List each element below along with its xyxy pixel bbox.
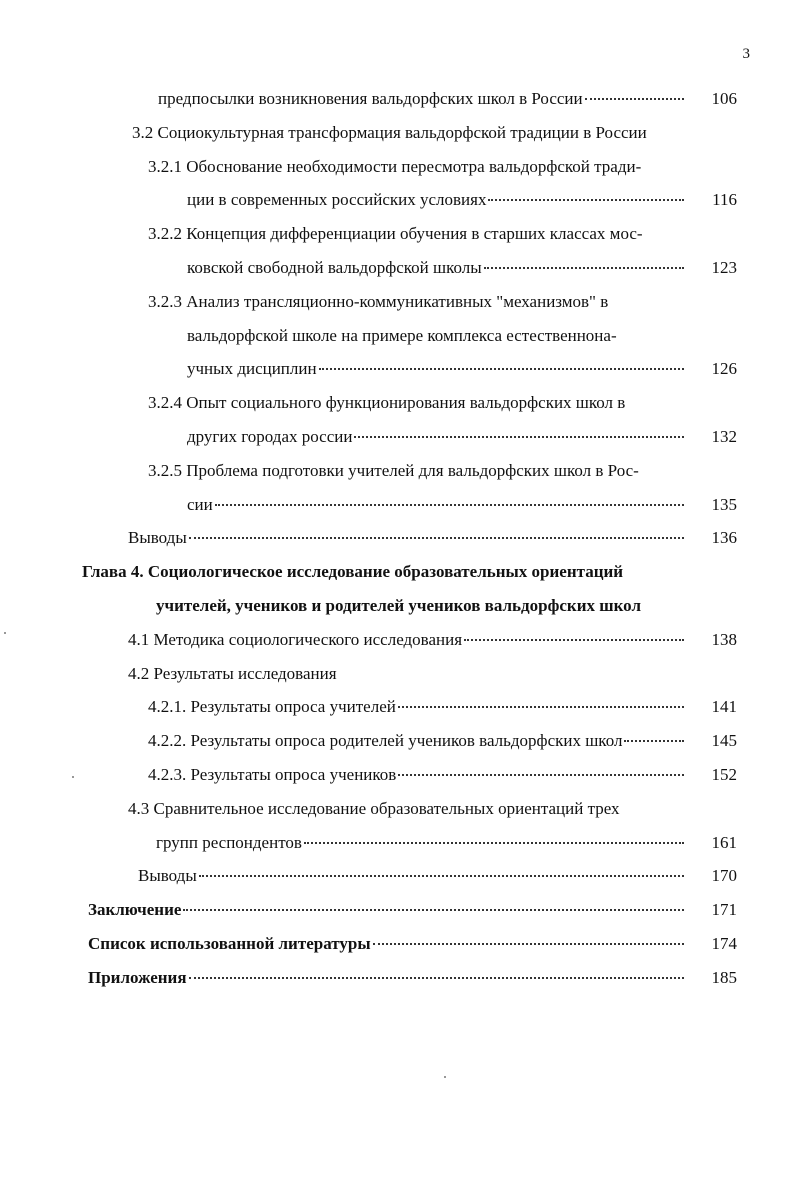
scan-speck xyxy=(4,632,6,634)
dot-leader xyxy=(183,909,684,911)
dot-leader xyxy=(304,842,684,844)
toc-entry-text: Выводы xyxy=(128,528,187,547)
toc-entry-page: 161 xyxy=(711,833,737,852)
toc-entry-text: 4.2.2. Результаты опроса родителей учеников вальдорфских школ xyxy=(148,731,623,750)
toc-entry-text: 4.2.3. Результаты опроса учеников xyxy=(148,765,397,784)
toc-entry-text: 3.2.4 Опыт социального функционирования вальдорфских школ в xyxy=(148,393,626,412)
dot-leader xyxy=(464,639,684,641)
toc-entry-section-3-2-2-line2 xyxy=(187,253,737,283)
dot-leader xyxy=(398,706,684,708)
toc-entry-section-3-2 xyxy=(132,118,737,148)
toc-entry-chapter-4-line1 xyxy=(82,557,737,587)
toc-entry-chapter-4-line2 xyxy=(156,591,737,621)
toc-entry-section-3-2-3-line1 xyxy=(148,287,737,317)
toc-entry-text: сии xyxy=(187,495,213,514)
toc-entry-page: 170 xyxy=(711,866,737,885)
toc-entry-conclusion xyxy=(88,895,737,925)
dot-leader xyxy=(199,875,684,877)
toc-entry-chapter-4-conclusions xyxy=(138,861,737,891)
toc-entry-text: 3.2.2 Концепция дифференциации обучения в старших классах мос- xyxy=(148,224,643,243)
toc-entry-section-3-2-3-line3 xyxy=(187,354,737,384)
toc-entry-text: 4.2.1. Результаты опроса учителей xyxy=(148,697,396,716)
dot-leader xyxy=(189,537,684,539)
toc-entry-text: 3.2 Социокультурная трансформация вальдорфской традиции в России xyxy=(132,123,647,142)
toc-entry-page: 141 xyxy=(711,697,737,716)
toc-entry-section-4-2 xyxy=(128,659,737,689)
toc-entry-section-4-2-3 xyxy=(148,760,737,790)
toc-entry-page: 106 xyxy=(711,89,737,108)
scan-speck xyxy=(444,1076,446,1078)
dot-leader xyxy=(398,774,684,776)
scan-speck xyxy=(72,776,74,778)
toc-entry-page: 174 xyxy=(711,934,737,953)
page-number: 3 xyxy=(742,46,750,62)
toc-entry-section-4-1 xyxy=(128,625,737,655)
toc-entry-text: ции в современных российских условиях xyxy=(187,190,487,209)
toc-entry-page: 116 xyxy=(712,190,737,209)
dot-leader xyxy=(215,504,684,506)
toc-entry-page: 138 xyxy=(711,630,737,649)
toc-entry-bibliography xyxy=(88,929,737,959)
toc-entry-section-3-2-1-line1 xyxy=(148,152,737,182)
toc-entry-text: предпосылки возникновения вальдорфских школ в России xyxy=(158,89,583,108)
toc-entry-text: Выводы xyxy=(138,866,197,885)
toc-entry-text: ковской свободной вальдорфской школы xyxy=(187,258,482,277)
toc-entry-text: 3.2.3 Анализ трансляционно-коммуникативных "механизмов" в xyxy=(148,292,609,311)
toc-entry-section-3-2-5-line1 xyxy=(148,456,737,486)
toc-entry-section-3-2-4-line2 xyxy=(187,422,737,452)
toc-entry-text: других городах россии xyxy=(187,427,353,446)
toc-entry-text: Приложения xyxy=(88,968,187,987)
dot-leader xyxy=(624,740,684,742)
toc-entry-text: 3.2.5 Проблема подготовки учителей для вальдорфских школ в Рос- xyxy=(148,461,639,480)
dot-leader xyxy=(189,977,684,979)
toc-entry-section-3-2-1-line2 xyxy=(187,185,737,215)
toc-entry-section-3-2-4-line1 xyxy=(148,388,737,418)
toc-entry-text: учителей, учеников и родителей учеников вальдорфских школ xyxy=(156,596,641,615)
toc-entry-text: 3.2.1 Обоснование необходимости пересмотра вальдорфской тради- xyxy=(148,157,642,176)
toc-entry-page: 185 xyxy=(711,968,737,987)
toc-entry-text: 4.1 Методика социологического исследования xyxy=(128,630,463,649)
toc-entry-page: 152 xyxy=(711,765,737,784)
toc-entry-section-3-2-5-line2 xyxy=(187,490,737,520)
toc-entry-text: 4.2 Результаты исследования xyxy=(128,664,337,683)
toc-entry-section-3-2-2-line1 xyxy=(148,219,737,249)
toc-entry-section-4-2-2 xyxy=(148,726,737,756)
toc-entry-text: Список использованной литературы xyxy=(88,934,371,953)
dot-leader xyxy=(319,368,684,370)
toc-entry-text: 4.3 Сравнительное исследование образовательных ориентаций трех xyxy=(128,799,620,818)
toc-entry-page: 126 xyxy=(711,359,737,378)
dot-leader xyxy=(488,199,684,201)
toc-entry-prerequisites xyxy=(158,84,737,114)
dot-leader xyxy=(354,436,684,438)
toc-entry-chapter-3-conclusions xyxy=(128,523,737,553)
toc-entry-page: 135 xyxy=(711,495,737,514)
toc-entry-text: учных дисциплин xyxy=(187,359,317,378)
dot-leader xyxy=(484,267,684,269)
toc-entry-section-4-3-line2 xyxy=(156,828,737,858)
toc-entry-text: групп респондентов xyxy=(156,833,302,852)
toc-entry-text: Заключение xyxy=(88,900,182,919)
toc-entry-section-4-2-1 xyxy=(148,692,737,722)
toc-entry-page: 145 xyxy=(711,731,737,750)
toc-entry-section-4-3-line1 xyxy=(128,794,737,824)
toc-entry-text: вальдорфской школе на примере комплекса естественнона- xyxy=(187,326,617,345)
dot-leader xyxy=(585,98,684,100)
toc-entry-appendices xyxy=(88,963,737,993)
toc-entry-page: 136 xyxy=(711,528,737,547)
dot-leader xyxy=(373,943,684,945)
toc-entry-page: 132 xyxy=(711,427,737,446)
toc-entry-section-3-2-3-line2 xyxy=(187,321,737,351)
toc-entry-page: 171 xyxy=(711,900,737,919)
toc-entry-page: 123 xyxy=(711,258,737,277)
toc-entry-text: Глава 4. Социологическое исследование образовательных ориентаций xyxy=(82,562,624,581)
